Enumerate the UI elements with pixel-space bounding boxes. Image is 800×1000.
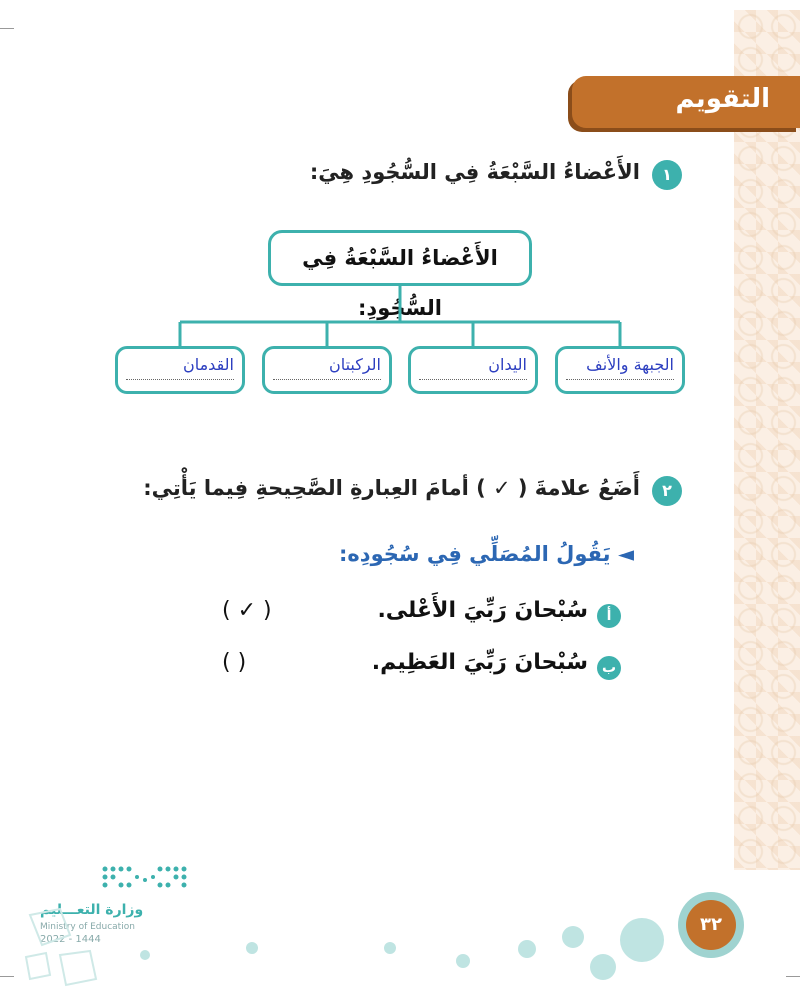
side-ornament-pattern bbox=[734, 10, 800, 870]
section-title-tab bbox=[572, 76, 800, 128]
answer-box[interactable] bbox=[408, 346, 538, 394]
crop-mark bbox=[0, 28, 14, 29]
answer-text: الجبهة والأنف bbox=[566, 355, 674, 380]
answer-checkbox[interactable]: ( ✓ ) bbox=[222, 598, 272, 623]
decor-dot bbox=[456, 954, 470, 968]
page-number: ٣٢ bbox=[686, 900, 736, 950]
question-number-badge: ١ bbox=[652, 160, 682, 190]
ministry-logo-icon bbox=[100, 864, 190, 890]
question-number-badge: ٢ bbox=[652, 476, 682, 506]
decor-dot bbox=[246, 942, 258, 954]
ministry-name-english: Ministry of Education bbox=[40, 922, 135, 932]
geometric-decor-icon bbox=[20, 905, 110, 995]
question-2-subheading: ◄ يَقُولُ المُصَلِّي فِي سُجُودِه: bbox=[339, 542, 634, 566]
option-letter-badge: أ bbox=[597, 604, 621, 628]
crop-mark bbox=[0, 976, 14, 977]
option-text: سُبْحانَ رَبِّيَ العَظِيم. bbox=[371, 650, 588, 675]
crop-mark bbox=[786, 976, 800, 977]
option-letter-badge: ب bbox=[597, 656, 621, 680]
answer-text: القدمان bbox=[126, 355, 234, 380]
question-1-text: الأَعْضاءُ السَّبْعَةُ فِي السُّجُودِ هِيَ: bbox=[309, 160, 640, 184]
decor-dot bbox=[384, 942, 396, 954]
section-title: التقويم bbox=[675, 84, 770, 114]
answer-box[interactable] bbox=[262, 346, 392, 394]
answer-box[interactable] bbox=[115, 346, 245, 394]
answer-text: اليدان bbox=[419, 355, 527, 380]
edition-year: 2022 - 1444 bbox=[40, 934, 101, 945]
answer-text: الركبتان bbox=[273, 355, 381, 380]
diagram-head-box: الأَعْضاءُ السَّبْعَةُ فِي السُّجُودِ: bbox=[268, 230, 532, 286]
decor-dot bbox=[620, 918, 664, 962]
question-2-text: أَضَعُ علامةَ ( ✓ ) أمامَ العِبارةِ الصَّحِيحةِ فِيما يَأْتِي: bbox=[143, 476, 640, 500]
answer-box[interactable] bbox=[555, 346, 685, 394]
ministry-name-arabic: وزارة التعـــليم bbox=[40, 902, 144, 918]
answer-checkbox[interactable]: ( ) bbox=[222, 650, 247, 675]
decor-dot bbox=[562, 926, 584, 948]
decor-dot bbox=[590, 954, 616, 980]
decor-dot bbox=[140, 950, 150, 960]
decor-dot bbox=[518, 940, 536, 958]
option-text: سُبْحانَ رَبِّيَ الأَعْلى. bbox=[377, 598, 588, 623]
